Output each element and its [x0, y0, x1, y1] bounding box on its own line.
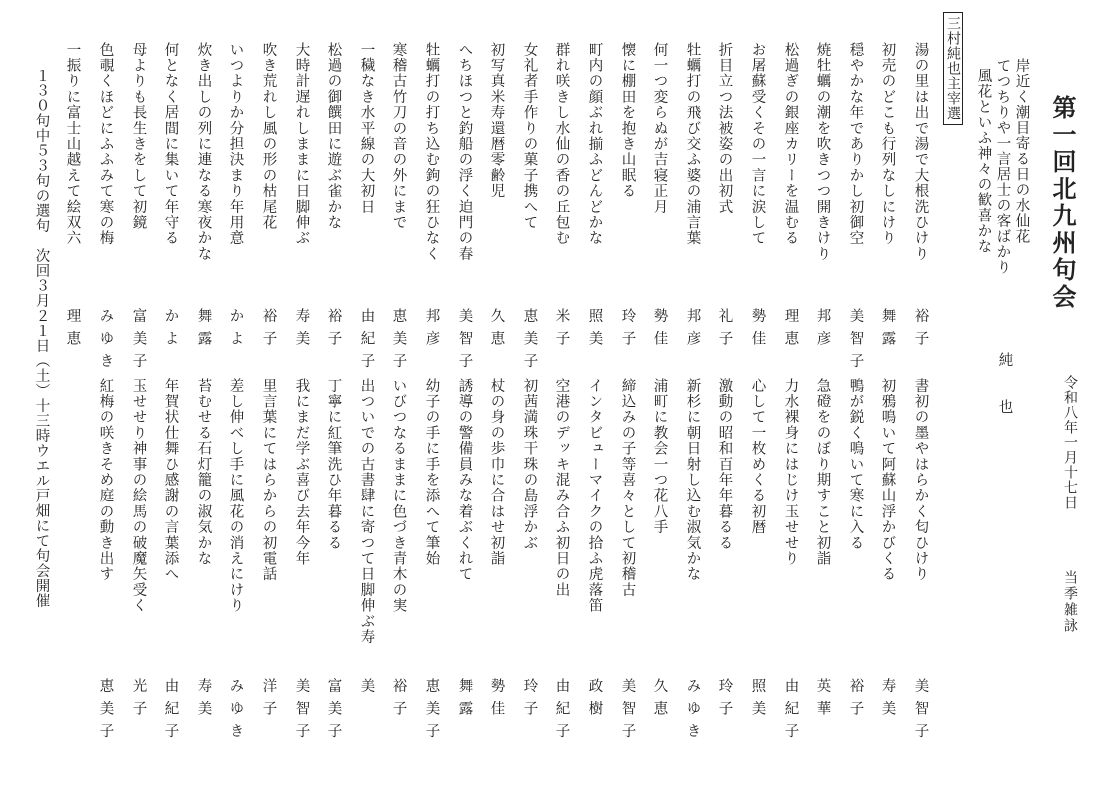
haiku-author: 美智子 [293, 678, 310, 746]
haiku-text: 群れ咲きし水仙の香の丘包む [553, 42, 570, 247]
haiku-author: かよ [162, 308, 179, 353]
haiku-author: 由紀子 [553, 678, 570, 746]
haiku-author: 裕子 [912, 308, 929, 353]
haiku-text: 女礼者手作りの菓子携へて [521, 42, 538, 231]
haiku-text: 玉せせり神事の絵馬の破魔矢受く [130, 378, 147, 614]
haiku-author: 勢佳 [651, 308, 668, 353]
haiku-text: 幼子の手に手を添へて筆始 [423, 378, 440, 567]
haiku-author: 裕子 [260, 308, 277, 353]
haiku-author: みゆき [97, 308, 114, 376]
haiku-author: 富美子 [130, 308, 147, 376]
haiku-text: 初茜満珠干珠の島浮かぶ [521, 378, 538, 551]
haiku-text: お屠蘇受くその一言に涙して [749, 42, 766, 247]
haiku-text: 牡蠣打の飛び交ふ婆の浦言葉 [684, 42, 701, 247]
opening-poem-line: 風花といふ神々の歓喜かな [975, 68, 992, 254]
haiku-author: 礼子 [716, 308, 733, 353]
haiku-author: 美智子 [847, 308, 864, 376]
haiku-author: 寿美 [879, 678, 896, 723]
haiku-author: 英華 [814, 678, 831, 723]
haiku-text: 新杉に朝日射し込む淑気かな [684, 378, 701, 583]
section-label: 当季雑詠 [1062, 570, 1078, 634]
haiku-text: いびつなるままに色づき青木の実 [390, 378, 407, 614]
haiku-text: 懐に棚田を抱き山眠る [619, 42, 636, 199]
haiku-text: 色覗くほどにふふみて寒の梅 [97, 42, 114, 247]
haiku-text: 松過ぎの銀座カリーを温むる [782, 42, 799, 247]
haiku-text: 鴨が鋭く鳴いて寒に入る [847, 378, 864, 551]
haiku-author: 政樹 [586, 678, 603, 723]
haiku-text: 吹き荒れし風の形の枯尾花 [260, 42, 277, 231]
haiku-text: 母よりも長生きをして初鏡 [130, 42, 147, 231]
haiku-text: 牡蠣打の打ち込む鉤の狂ひなく [423, 42, 440, 262]
haiku-text: 年賀状仕舞ひ感謝の言葉添へ [162, 378, 179, 583]
haiku-author: みゆき [227, 678, 244, 746]
haiku-author: 美智子 [912, 678, 929, 746]
haiku-text: 穏やかな年でありかし初御空 [847, 42, 864, 247]
haiku-author: 玲子 [716, 678, 733, 723]
selector-label: 三村純也主宰選 [943, 12, 963, 125]
haiku-text: 紅梅の咲きそめ庭の動き出す [97, 378, 114, 583]
meeting-date: 令和八年一月十七日 [1062, 375, 1078, 510]
haiku-author: 照美 [749, 678, 766, 723]
haiku-text: 何となく居間に集いて年守る [162, 42, 179, 247]
opening-poem-author: 純 也 [996, 352, 1013, 428]
haiku-text: 我にまだ学ぶ喜び去年今年 [293, 378, 310, 567]
haiku-text: 松過の御饌田に遊ぶ雀かな [325, 42, 342, 231]
haiku-author: かよ [227, 308, 244, 353]
haiku-text: 大時計遅れしままに日脚伸ぶ [293, 42, 310, 247]
haiku-text: 苔むせる石灯籠の淑気かな [195, 378, 212, 567]
haiku-author: 美智子 [619, 678, 636, 746]
haiku-author: 光子 [130, 678, 147, 723]
haiku-text: へちほつと釣船の浮く迫門の春 [456, 42, 473, 262]
haiku-author: 寿美 [293, 308, 310, 353]
haiku-author: 由紀子 [162, 678, 179, 746]
haiku-author: 理恵 [782, 308, 799, 353]
haiku-author: 玲子 [619, 308, 636, 353]
haiku-text: 誘導の警備員みな着ぶくれて [456, 378, 473, 583]
haiku-text: 締込みの子等喜々として初稽古 [619, 378, 636, 598]
haiku-text: 力水裸身にはじけ玉せせり [782, 378, 799, 567]
haiku-author: 米子 [553, 308, 570, 353]
haiku-text: 杖の身の歩巾に合はせ初詣 [488, 378, 505, 567]
haiku-text: 炊き出しの列に連なる寒夜かな [195, 42, 212, 262]
haiku-author: 美智子 [456, 308, 473, 376]
haiku-author: 寿美 [195, 678, 212, 723]
opening-poem-line: てつちりや一言居士の客ばかり [994, 58, 1011, 275]
haiku-text: 里言葉にてはらからの初電話 [260, 378, 277, 583]
haiku-text: 書初の墨やはらかく匂ひけり [912, 378, 929, 583]
haiku-author: 恵美子 [521, 308, 538, 376]
haiku-author: 裕子 [325, 308, 342, 353]
haiku-text: 寒稽古竹刀の音の外にまで [390, 42, 407, 231]
haiku-author: 邦彦 [814, 308, 831, 353]
page-title: 第一回北九州句会 [1048, 95, 1077, 311]
haiku-text: 焼牡蠣の潮を吹きつつ開きけり [814, 42, 831, 262]
haiku-text: 初写真米寿還暦零齢児 [488, 42, 505, 199]
haiku-author: みゆき [684, 678, 701, 746]
haiku-author: 裕子 [847, 678, 864, 723]
haiku-author: 久恵 [488, 308, 505, 353]
haiku-author: 由紀子 [358, 308, 375, 376]
haiku-author: 美 [358, 678, 375, 701]
haiku-text: 町内の顔ぶれ揃ふどんどかな [586, 42, 603, 247]
haiku-author: 裕子 [390, 678, 407, 723]
haiku-text: 丁寧に紅筆洗ひ年暮るる [325, 378, 342, 551]
haiku-author: 恵美子 [97, 678, 114, 746]
haiku-author: 久恵 [651, 678, 668, 723]
haiku-text: いつよりか分担決まり年用意 [227, 42, 244, 247]
haiku-text: 空港のデッキ混み合ふ初日の出 [553, 378, 570, 598]
haiku-author: 恵美子 [423, 678, 440, 746]
haiku-text: インタビューマイクの拾ふ虎落笛 [586, 378, 603, 614]
haiku-text: 折目立つ法被姿の出初式 [716, 42, 733, 215]
haiku-author: 舞露 [195, 308, 212, 353]
haiku-author: 照美 [586, 308, 603, 353]
haiku-text: 差し伸べし手に風花の消えにけり [227, 378, 244, 614]
haiku-text: 何一つ変らぬが吉寝正月 [651, 42, 668, 215]
haiku-author: 玲子 [521, 678, 538, 723]
haiku-text: 出ついでの古書肆に寄つて日脚伸ぶ寿 [358, 378, 375, 645]
haiku-author: 理恵 [64, 308, 81, 353]
haiku-author: 勢佳 [749, 308, 766, 353]
haiku-text: 激動の昭和百年年暮るる [716, 378, 733, 551]
haiku-author: 勢佳 [488, 678, 505, 723]
haiku-text: 心して一枚めくる初暦 [749, 378, 766, 535]
haiku-text: 湯の里は出で湯で大根洗ひけり [912, 42, 929, 262]
haiku-text: 一振りに富士山越えて絵双六 [64, 42, 81, 247]
haiku-author: 舞露 [879, 308, 896, 353]
haiku-text: 急磴をのぼり期すこと初詣 [814, 378, 831, 567]
haiku-text: 浦町に教会一つ花八手 [651, 378, 668, 535]
haiku-text: 一穢なき水平線の大初日 [358, 42, 375, 215]
haiku-text: 初売のどこも行列なしにけり [879, 42, 896, 247]
opening-poem-line: 岸近く潮目寄る日の水仙花 [1013, 58, 1030, 244]
haiku-author: 富美子 [325, 678, 342, 746]
haiku-author: 舞露 [456, 678, 473, 723]
haiku-text: 初鴉鳴いて阿蘇山浮かびくる [879, 378, 896, 583]
haiku-author: 邦彦 [684, 308, 701, 353]
haiku-author: 洋子 [260, 678, 277, 723]
haiku-author: 恵美子 [390, 308, 407, 376]
haiku-author: 邦彦 [423, 308, 440, 353]
haiku-author: 由紀子 [782, 678, 799, 746]
footer-note: １３０句中５３句の選句 次回３月２１日（土）十三時ウエル戸畑にて句会開催 [33, 68, 50, 608]
